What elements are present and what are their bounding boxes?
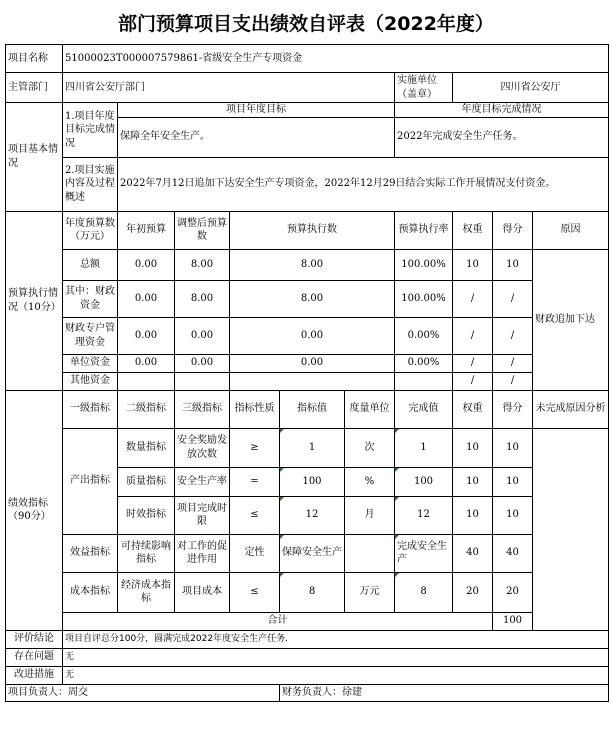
budget-cell: 8.00 — [230, 249, 395, 280]
perf-cell: 项目成本 — [175, 572, 230, 612]
perf-cell: 次 — [345, 428, 395, 467]
budget-cell: 单位资金 — [63, 354, 118, 372]
budget-cell: / — [453, 372, 493, 390]
budget-cell: / — [493, 354, 533, 372]
budget-cell: 8.00 — [175, 280, 230, 317]
evaluation-table — [5, 44, 609, 702]
budget-cell — [118, 372, 175, 390]
budget-cell: / — [453, 317, 493, 354]
fix-row — [6, 666, 609, 684]
budget-cell: 其他资金 — [63, 372, 118, 390]
perf-row — [6, 428, 609, 467]
dept-value: 四川省公安厅部门 — [63, 73, 395, 103]
budget-cell — [230, 372, 395, 390]
perf-cell: 20 — [493, 572, 533, 612]
basic-header-row — [6, 103, 609, 118]
perf-cell: 时效指标 — [118, 496, 175, 534]
total-value: 100 — [493, 612, 533, 630]
budget-header: 年初预算 — [118, 211, 175, 249]
perf-cell: 12 — [280, 496, 345, 534]
budget-cell: 其中：财政资金 — [63, 280, 118, 317]
dept-row — [6, 73, 609, 103]
budget-header-row — [6, 211, 609, 249]
perf-header: 指标性质 — [230, 390, 280, 428]
annual-goal-header: 项目年度目标 — [118, 103, 395, 118]
budget-cell — [395, 372, 453, 390]
perf-cell: 对工作的促进作用 — [175, 534, 230, 572]
budget-cell: 10 — [493, 249, 533, 280]
perf-header: 指标值 — [280, 390, 345, 428]
perf-cell: 项目完成时限 — [175, 496, 230, 534]
basic-label: 项目基本情况 — [6, 103, 63, 212]
page-title: 部门预算项目支出绩效自评表（2022年度） — [118, 12, 494, 35]
budget-cell: / — [453, 280, 493, 317]
perf-header: 三级指标 — [175, 390, 230, 428]
perf-cell: 1 — [395, 428, 453, 467]
budget-header: 年度预算数（万元） — [63, 211, 118, 249]
budget-cell: 0.00 — [118, 317, 175, 354]
budget-cell: 0.00 — [230, 317, 395, 354]
perf-cell: 10 — [453, 428, 493, 467]
eval-row — [6, 630, 609, 648]
project-name-row — [6, 45, 609, 73]
budget-cell: / — [493, 280, 533, 317]
impl-unit-value: 四川省公安厅 — [453, 73, 609, 103]
budget-header: 调整后预算数 — [175, 211, 230, 249]
perf-cell: 保障安全生产 — [280, 534, 345, 572]
perf-cell: 10 — [493, 467, 533, 496]
budget-row — [6, 280, 609, 317]
budget-cell — [175, 372, 230, 390]
perf-cell: % — [345, 467, 395, 496]
perf-cell: 完成安全生产 — [395, 534, 453, 572]
budget-row — [6, 249, 609, 280]
eval-label: 评价结论 — [6, 630, 63, 648]
perf-cell: 100 — [395, 467, 453, 496]
budget-row — [6, 372, 609, 390]
fix-label: 改进措施 — [6, 666, 63, 684]
budget-cell: / — [453, 354, 493, 372]
finance-leader: 财务负责人：徐建 — [280, 684, 609, 701]
budget-cell: 0.00% — [395, 317, 453, 354]
perf-cell: ≥ — [230, 428, 280, 467]
issues-text: 无 — [63, 648, 609, 666]
budget-header: 预算执行数 — [230, 211, 395, 249]
issues-label: 存在问题 — [6, 648, 63, 666]
perf-cell: 可持续影响指标 — [118, 534, 175, 572]
budget-header: 权重 — [453, 211, 493, 249]
project-name-value: 51000023T000007579861-省级安全生产专项资金 — [63, 45, 609, 73]
perf-row — [6, 534, 609, 572]
budget-cell: / — [493, 372, 533, 390]
budget-cell: 0.00 — [118, 249, 175, 280]
signature-row — [6, 684, 609, 701]
impl-text: 2022年7月12日追加下达安全生产专项资金，2022年12月29日结合实际工作开展情况支付资金。 — [118, 157, 609, 211]
budget-cell: 总额 — [63, 249, 118, 280]
perf-cell: 10 — [453, 496, 493, 534]
perf-cell: 100 — [280, 467, 345, 496]
perf-cell: 10 — [493, 428, 533, 467]
perf-header: 一级指标 — [63, 390, 118, 428]
budget-cell: 0.00 — [230, 354, 395, 372]
project-name-label: 项目名称 — [6, 45, 63, 73]
budget-cell: 0.00 — [175, 354, 230, 372]
budget-cell: 0.00 — [118, 280, 175, 317]
budget-header: 原因 — [533, 211, 609, 249]
perf-header: 未完成原因分析 — [533, 390, 609, 428]
budget-cell: 10 — [453, 249, 493, 280]
budget-reason: 财政追加下达 — [533, 249, 609, 390]
cost-label: 成本指标 — [63, 572, 118, 612]
budget-header: 预算执行率 — [395, 211, 453, 249]
perf-cell: 质量指标 — [118, 467, 175, 496]
issues-row — [6, 648, 609, 666]
perf-cell: 经济成本指标 — [118, 572, 175, 612]
output-label: 产出指标 — [63, 428, 118, 534]
perf-cell: 月 — [345, 496, 395, 534]
budget-cell: / — [493, 317, 533, 354]
perf-cell: 定性 — [230, 534, 280, 572]
perf-cell: 40 — [453, 534, 493, 572]
perf-header: 二级指标 — [118, 390, 175, 428]
perf-cell: ≤ — [230, 496, 280, 534]
budget-cell: 100.00% — [395, 249, 453, 280]
perf-cell: 安全生产率 — [175, 467, 230, 496]
perf-cell: 万元 — [345, 572, 395, 612]
perf-cell: 10 — [493, 496, 533, 534]
annual-done-header: 年度目标完成情况 — [395, 103, 609, 118]
total-row — [6, 612, 609, 630]
perf-reason-cell — [533, 428, 609, 630]
fix-text: 无 — [63, 666, 609, 684]
total-label: 合计 — [63, 612, 493, 630]
benefit-label: 效益指标 — [63, 534, 118, 572]
budget-row — [6, 317, 609, 354]
dept-label: 主管部门 — [6, 73, 63, 103]
budget-header: 得分 — [493, 211, 533, 249]
basic-impl-row — [6, 157, 609, 211]
perf-label: 绩效指标（90分） — [6, 390, 63, 630]
perf-cell: = — [230, 467, 280, 496]
perf-cell: 8 — [280, 572, 345, 612]
budget-row — [6, 354, 609, 372]
project-leader: 项目负责人：周交 — [6, 684, 280, 701]
perf-cell: ≤ — [230, 572, 280, 612]
budget-cell: 财政专户管理资金 — [63, 317, 118, 354]
impl-unit-label: 实施单位（盖章） — [395, 73, 453, 103]
budget-label: 预算执行情况（10分） — [6, 211, 63, 390]
perf-header: 权重 — [453, 390, 493, 428]
perf-header: 度量单位 — [345, 390, 395, 428]
annual-done-value: 2022年完成安全生产任务。 — [395, 117, 609, 157]
perf-cell: 40 — [493, 534, 533, 572]
perf-header: 得分 — [493, 390, 533, 428]
perf-cell: 数量指标 — [118, 428, 175, 467]
impl-label: 2.项目实施内容及过程概述 — [63, 157, 118, 211]
eval-text: 项目自评总分100分，圆满完成2022年度安全生产任务. — [63, 630, 609, 648]
budget-cell: 8.00 — [230, 280, 395, 317]
budget-cell: 100.00% — [395, 280, 453, 317]
perf-cell: 安全奖励发放次数 — [175, 428, 230, 467]
budget-cell: 8.00 — [175, 249, 230, 280]
perf-cell: 1 — [280, 428, 345, 467]
perf-row — [6, 572, 609, 612]
perf-header: 完成值 — [395, 390, 453, 428]
budget-cell: 0.00 — [118, 354, 175, 372]
perf-cell: 8 — [395, 572, 453, 612]
perf-cell — [345, 534, 395, 572]
perf-cell: 20 — [453, 572, 493, 612]
goal-label: 1.项目年度目标完成情况 — [63, 103, 118, 158]
perf-cell: 10 — [453, 467, 493, 496]
budget-cell: 0.00 — [175, 317, 230, 354]
perf-header-row — [6, 390, 609, 428]
perf-cell: 12 — [395, 496, 453, 534]
budget-cell: 0.00% — [395, 354, 453, 372]
annual-goal-value: 保障全年安全生产。 — [118, 117, 395, 157]
